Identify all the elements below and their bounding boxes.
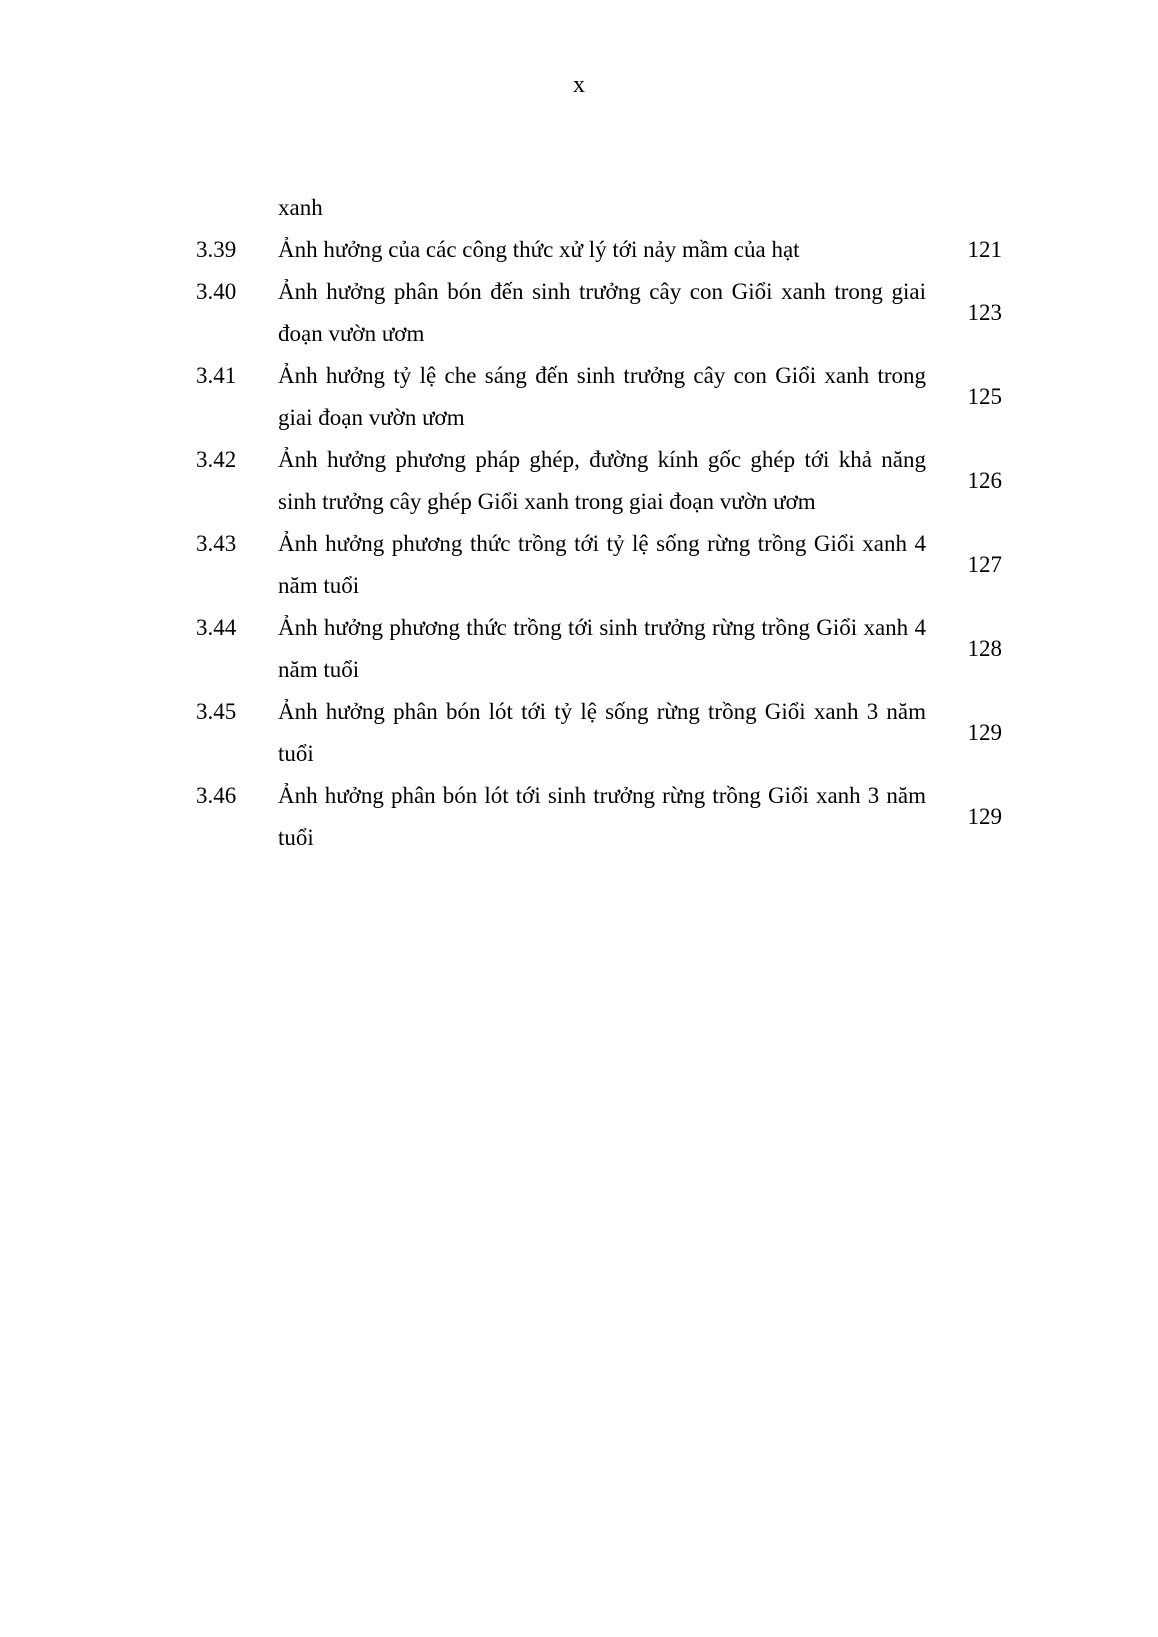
toc-entry-page: 129 <box>967 804 1002 829</box>
toc-entry[interactable] <box>196 355 1008 439</box>
toc-continuation-text: xanh <box>278 195 323 220</box>
toc-entry-title: Ảnh hưởng phương thức trồng tới tỷ lệ sống rừng trồng Giổi xanh 4 năm tuổi <box>278 531 926 598</box>
toc-entry[interactable] <box>196 439 1008 523</box>
toc-entry-title: Ảnh hưởng phương pháp ghép, đường kính gốc ghép tới khả năng sinh trưởng cây ghép Giổi xanh trong giai đoạn vườn ươm <box>278 447 926 514</box>
toc-entry-number: 3.41 <box>196 363 237 388</box>
toc-entry-number: 3.44 <box>196 615 237 640</box>
toc-entry-title: Ảnh hưởng của các công thức xử lý tới nảy mầm của hạt <box>278 237 800 262</box>
toc-entry-page: 125 <box>967 384 1002 409</box>
toc-entry[interactable] <box>196 523 1008 607</box>
page-number: x <box>573 72 585 98</box>
toc-entry-page: 127 <box>967 552 1002 577</box>
toc-entry[interactable] <box>196 271 1008 355</box>
toc-entry-number: 3.42 <box>196 447 237 472</box>
toc-entry-page: 129 <box>967 720 1002 745</box>
toc-entry-title: Ảnh hưởng phân bón lót tới tỷ lệ sống rừng trồng Giổi xanh 3 năm tuổi <box>278 699 926 766</box>
toc-entry[interactable] <box>196 691 1008 775</box>
toc-entry-number: 3.39 <box>196 237 237 262</box>
toc-entry[interactable] <box>196 607 1008 691</box>
toc-entry-page: 128 <box>967 636 1002 661</box>
toc-entry-title: Ảnh hưởng phân bón lót tới sinh trưởng rừng trồng Giổi xanh 3 năm tuổi <box>278 783 926 850</box>
toc-entry-page: 126 <box>967 468 1002 493</box>
toc-entry[interactable] <box>196 775 1008 859</box>
table-of-contents <box>196 187 1008 859</box>
toc-entry-number: 3.46 <box>196 783 237 808</box>
toc-entry-number: 3.43 <box>196 531 237 556</box>
toc-entry-number: 3.45 <box>196 699 237 724</box>
toc-entry-title: Ảnh hưởng tỷ lệ che sáng đến sinh trưởng cây con Giổi xanh trong giai đoạn vườn ươm <box>278 363 926 430</box>
toc-entry-title: Ảnh hưởng phân bón đến sinh trưởng cây con Giổi xanh trong giai đoạn vườn ươm <box>278 279 926 346</box>
toc-entry-title: Ảnh hưởng phương thức trồng tới sinh trưởng rừng trồng Giổi xanh 4 năm tuổi <box>278 615 926 682</box>
toc-entry-page: 123 <box>967 300 1002 325</box>
toc-entry-page: 121 <box>967 237 1002 262</box>
toc-entry-number: 3.40 <box>196 279 237 304</box>
toc-entry[interactable] <box>196 229 1008 271</box>
